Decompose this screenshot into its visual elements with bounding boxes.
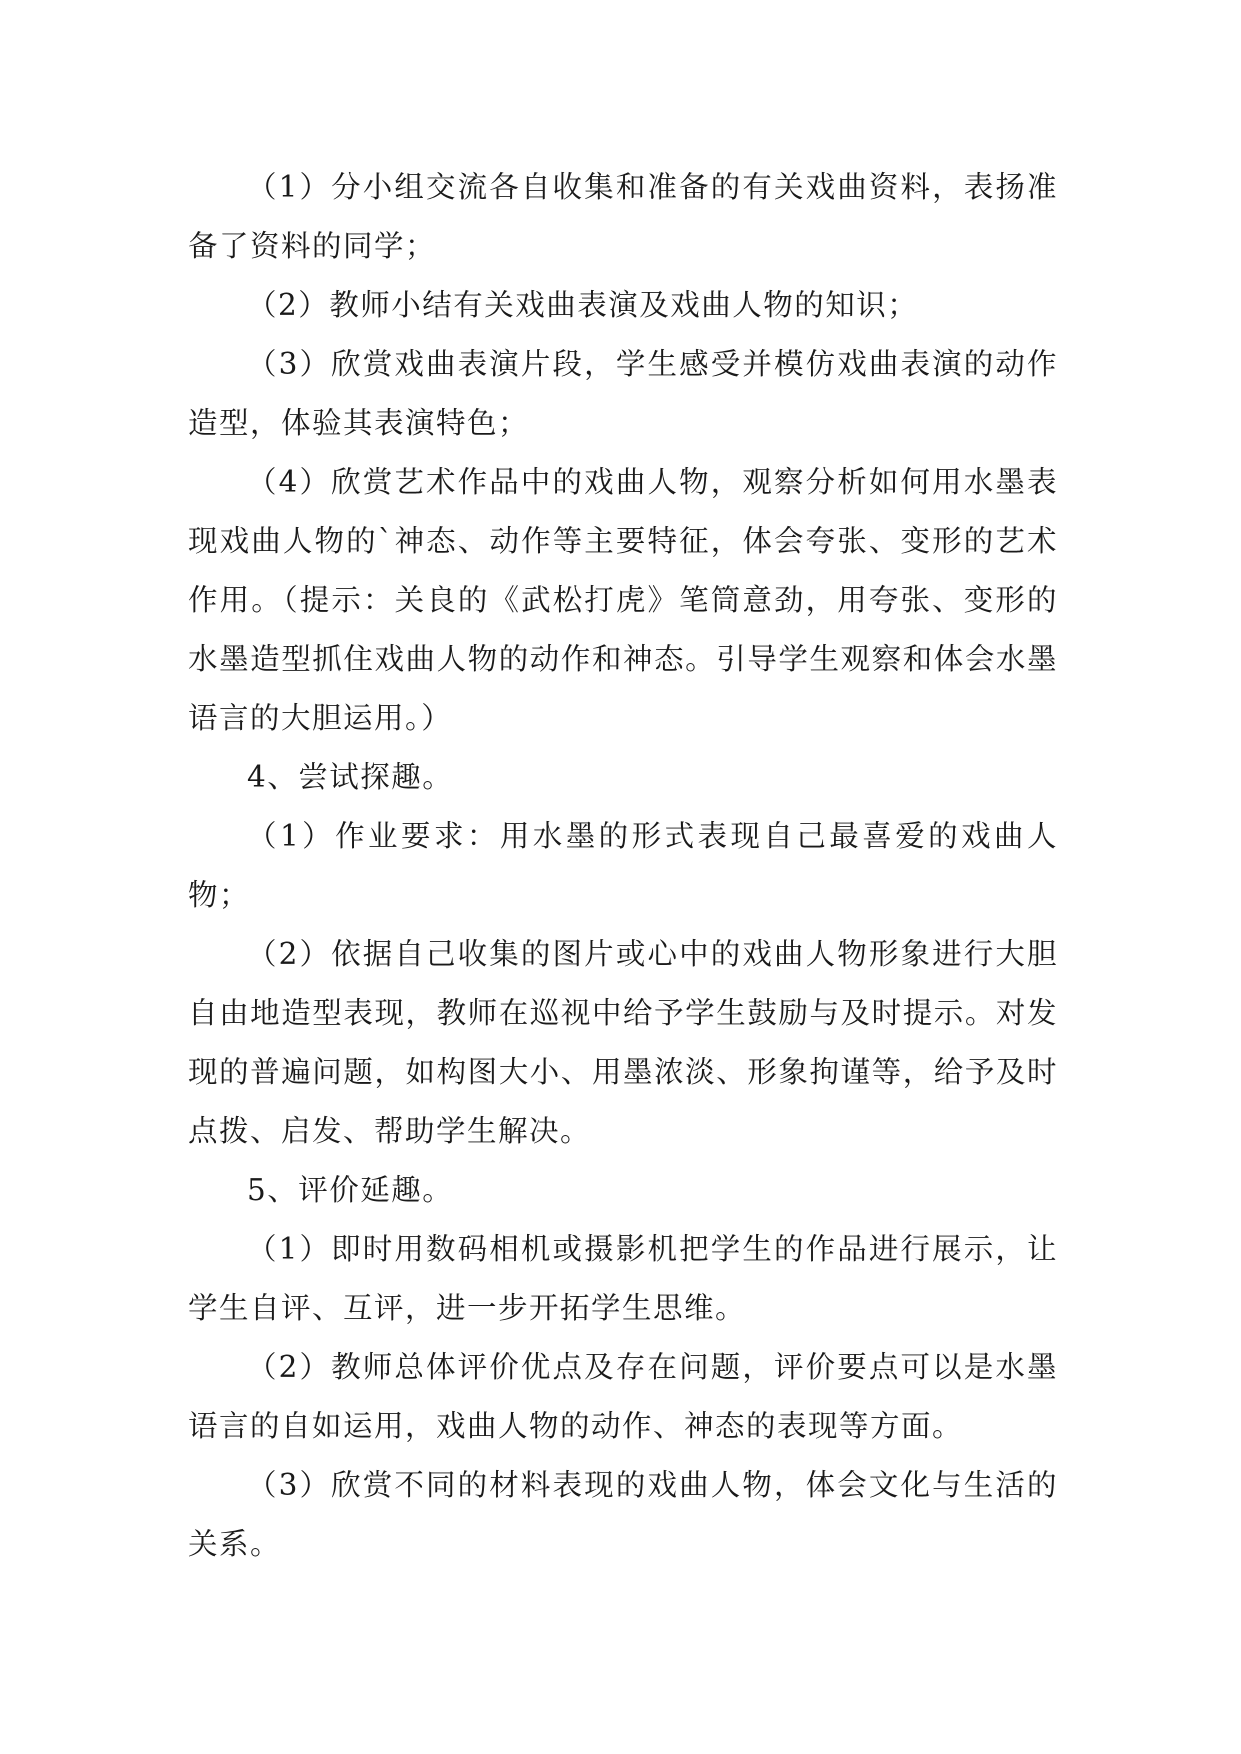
paragraph-discussion: （1）分小组交流各自收集和准备的有关戏曲资料，表扬准备了资料的同学； (188, 170, 1058, 263)
paragraph-appreciate-materials: （3）欣赏不同的材料表现的戏曲人物，体会文化与生活的关系。 (188, 1468, 1058, 1561)
paragraph-creation-guidance: （2）依据自己收集的图片或心中的戏曲人物形象进行大胆自由地造型表现，教师在巡视中给予学生鼓励与及时提示。对发现的普遍问题，如构图大小、用墨浓淡、形象拘谨等，给予及时点拨、启发、帮助学生解决。 (188, 937, 1058, 1148)
paragraph-overall-evaluation: （2）教师总体评价优点及存在问题，评价要点可以是水墨语言的自如运用，戏曲人物的动作、神态的表现等方面。 (188, 1350, 1058, 1443)
section-heading-try: 4、尝试探趣。 (247, 760, 454, 794)
section-heading-evaluate: 5、评价延趣。 (247, 1173, 454, 1207)
paragraph-appreciate-performance: （3）欣赏戏曲表演片段，学生感受并模仿戏曲表演的动作造型，体验其表演特色； (188, 347, 1058, 440)
paragraph-assignment: （1）作业要求：用水墨的形式表现自己最喜爱的戏曲人物； (188, 819, 1058, 912)
document-body (188, 158, 1058, 1574)
paragraph-display-works: （1）即时用数码相机或摄影机把学生的作品进行展示，让学生自评、互评，进一步开拓学生思维。 (188, 1232, 1058, 1325)
paragraph-teacher-summary: （2）教师小结有关戏曲表演及戏曲人物的知识； (247, 288, 919, 322)
paragraph-appreciate-artwork: （4）欣赏艺术作品中的戏曲人物，观察分析如何用水墨表现戏曲人物的`神态、动作等主要特征，体会夸张、变形的艺术作用。（提示：关良的《武松打虎》笔筒意劲，用夸张、变形的水墨造型抓住戏曲人物的动作和神态。引导学生观察和体会水墨语言的大胆运用。） (188, 465, 1058, 735)
